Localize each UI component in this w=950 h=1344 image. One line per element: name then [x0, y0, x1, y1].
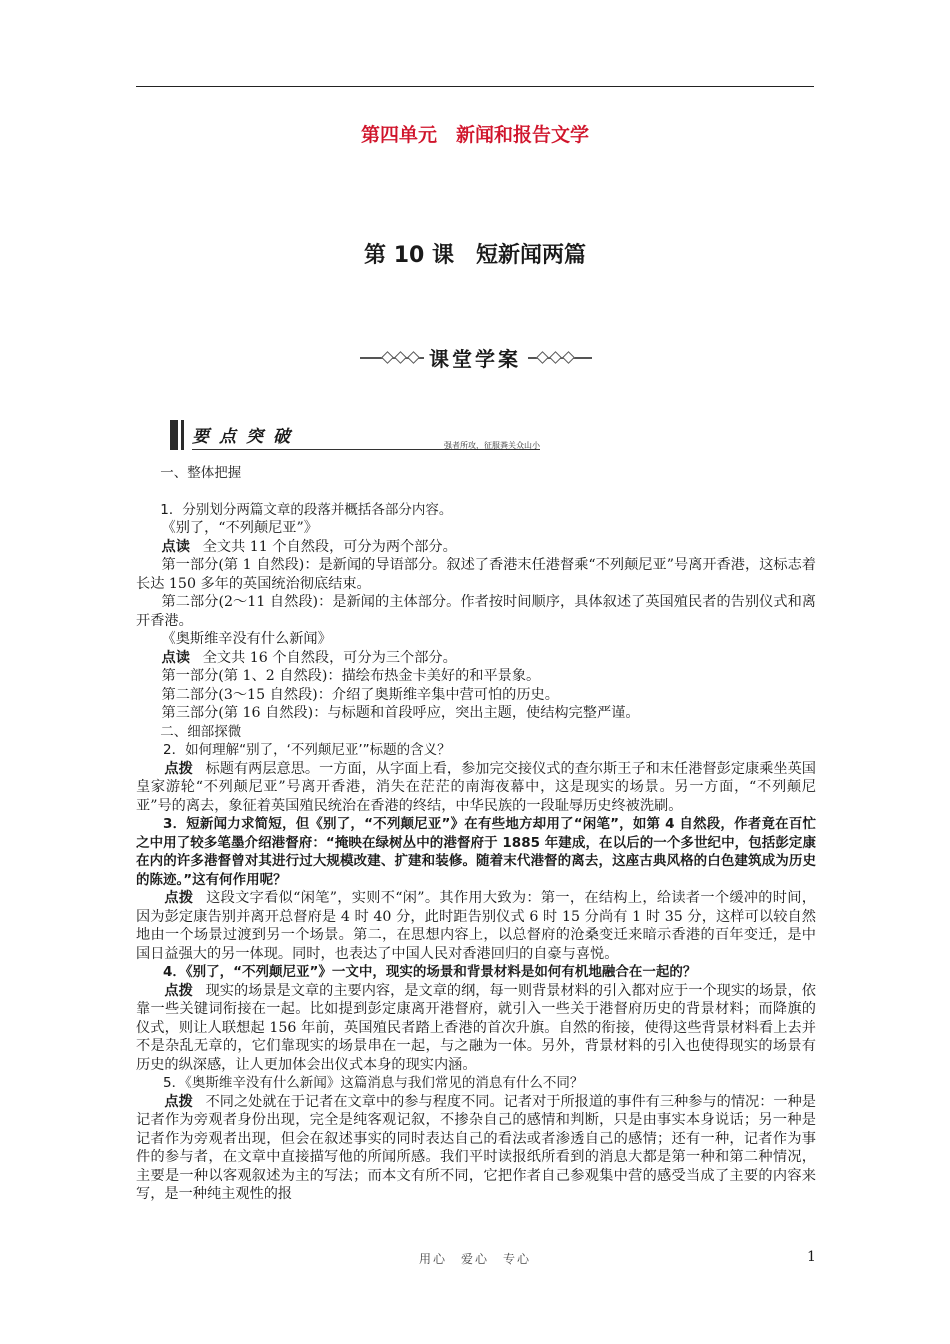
unit-title: 第四单元 新闻和报告文学 [360, 124, 589, 146]
lesson-title: 第 10 课 短新闻两篇 [364, 243, 586, 268]
paragraph: 第一部分(第 1、2 自然段)：描绘布热金卡美好的和平景象。 [161, 668, 541, 684]
header-bar [170, 420, 178, 450]
answer-2 [136, 760, 816, 816]
footer-text: 用心 爱心 专心 [418, 1252, 531, 1266]
key-points-motto: 强者所攻，征服粪关众山小 [444, 441, 540, 450]
tag-label: 点读 [161, 649, 190, 666]
paragraph-text: 这段文字看似“闲笔”，实则不“闲”。其作用大致为：第一，在结构上，给读者一个缓冲的时间，因为彭定康告别并离开总督府是 4 时 40 分，此时距告别仪式 6 时 15 分尚有 1 时 35 分，这样可以较自然地由一个场景过渡到另一个场景。第二，在思想内容上，以总督府的沧桑变迁来暗示香港的百年变迁，是中国日益强大的另一体现。同时，也表达了中国人民对香港回归的自豪与喜悦。 [136, 890, 816, 962]
header-bar [181, 420, 184, 450]
paragraph: 第三部分(第 16 自然段)：与标题和首段呼应，突出主题，使结构完整严谨。 [161, 705, 640, 721]
paragraph-text: 不同之处就在于记者在文章中的参与程度不同。记者对于所报道的事件有三种参与的情况：一种是记者作为旁观者身份出现，完全是纯客观记叙，不掺杂自己的感情和判断，只是由事实本身说话；另一种是记者作为旁观者出现，但会在叙述事实的同时表达自己的看法或者渗透自己的感情；还有一种，记者作为事件的参与者，在文章中直接描写他的所闻所感。我们平时读报纸所看到的消息大都是第一种和第二种情况，主要是一种以客观叙述为主的写法；而本文有所不同，它把作者自己参观集中营的感受当成了主要的内容来写，是一种纯主观性的报 [136, 1093, 816, 1202]
heading-details: 二、细部探微 [160, 723, 242, 740]
section-banner [0, 343, 950, 373]
paragraph-text: 标题有两层意思。一方面，从字面上看，参加完交接仪式的查尔斯王子和末任港督彭定康乘坐英国皇家游轮“不列颠尼亚”号离开香港，消失在茫茫的南海夜幕中，这是现实的场景。另一方面，“不列颠尼亚”号的离去，象征着英国殖民统治在香港的终结，中华民族的一段耻辱历史终被洗刷。 [136, 760, 816, 814]
question-2: 2．如何理解“别了，‘不列颠尼亚’”标题的含义？ [163, 742, 451, 758]
top-rule [136, 86, 814, 87]
tag-label: 点拨 [164, 890, 194, 906]
paragraph: 第二部分(2～11 自然段)：是新闻的主体部分。作者按时间顺序，具体叙述了英国殖民者的告别仪式和离开香港。 [136, 594, 816, 629]
question-4: 4．《别了，“不列颠尼亚”》一文中，现实的场景和背景材料是如何有机地融合在一起的？ [163, 964, 697, 980]
section-banner-title: 课堂学案 [429, 347, 521, 371]
paragraph-text: 全文共 11 个自然段，可分为两个部分。 [202, 538, 457, 555]
tag-label: 点读 [161, 538, 190, 555]
paragraph: 第一部分(第 1 自然段)：是新闻的导语部分。叙述了香港末任港督乘“不列颠尼亚”号离开香港，这标志着长达 150 多年的英国统治彻底结束。 [136, 557, 816, 592]
tag-label: 点拨 [164, 982, 193, 999]
key-points-label: 要点突破 [192, 427, 300, 447]
key-points-underline [192, 449, 540, 450]
paragraph-text: 现实的场景是文章的主要内容，是文章的纲，每一则背景材料的引入都对应于一个现实的场景，依靠一些关键词衔接在一起。比如提到彭定康离开港督府，就引入一些关于港督府历史的背景材料；而降旗的仪式，则让人联想起 156 年前，英国殖民者踏上香港的首次升旗。自然的衔接，使得这些背景材料看上去并不是杂乱无章的，它们靠现实的场景串在一起，与之融为一体。另外，背景材料的引入也使得现实的场景有历史的纵深感，让人更加体会出仪式本身的现实内涵。 [136, 982, 816, 1073]
answer-3 [136, 889, 816, 963]
main-content [136, 464, 816, 1204]
question-5: 5．《奥斯维辛没有什么新闻》这篇消息与我们常见的消息有什么不同？ [163, 1075, 584, 1091]
tag-label: 点拨 [164, 1093, 193, 1110]
question-1: 1．分别划分两篇文章的段落并概括各部分内容。 [160, 501, 453, 518]
answer-4 [136, 982, 816, 1075]
article-title: 《别了，“不列颠尼亚”》 [161, 520, 318, 536]
article-title: 《奥斯维辛没有什么新闻》 [161, 631, 332, 647]
heading-overall: 一、整体把握 [160, 465, 242, 481]
paragraph: 第二部分(3～15 自然段)：介绍了奥斯维辛集中营可怕的历史。 [161, 686, 559, 703]
paragraph-text: 全文共 16 个自然段，可分为三个部分。 [202, 649, 457, 666]
page-number: 1 [807, 1249, 816, 1265]
answer-5 [136, 1093, 816, 1204]
question-3: 3．短新闻力求简短，但《别了，“不列颠尼亚”》在有些地方却用了“闲笔”，如第 4 自然段，作者竟在百忙之中用了较多笔墨介绍港督府：“掩映在绿树丛中的港督府于 1885 年建成，在以后的一个多世纪中，包括彭定康在内的许多港督曾对其进行过大规模改建、扩建和装修。随着末代港督的离去，这座古典风格的白色建筑成为历史的陈迹。”这有何作用呢？ [136, 816, 816, 888]
paragraph [136, 649, 816, 668]
paragraph [136, 538, 816, 557]
key-points-header [170, 420, 540, 450]
tag-label: 点拨 [164, 760, 193, 777]
